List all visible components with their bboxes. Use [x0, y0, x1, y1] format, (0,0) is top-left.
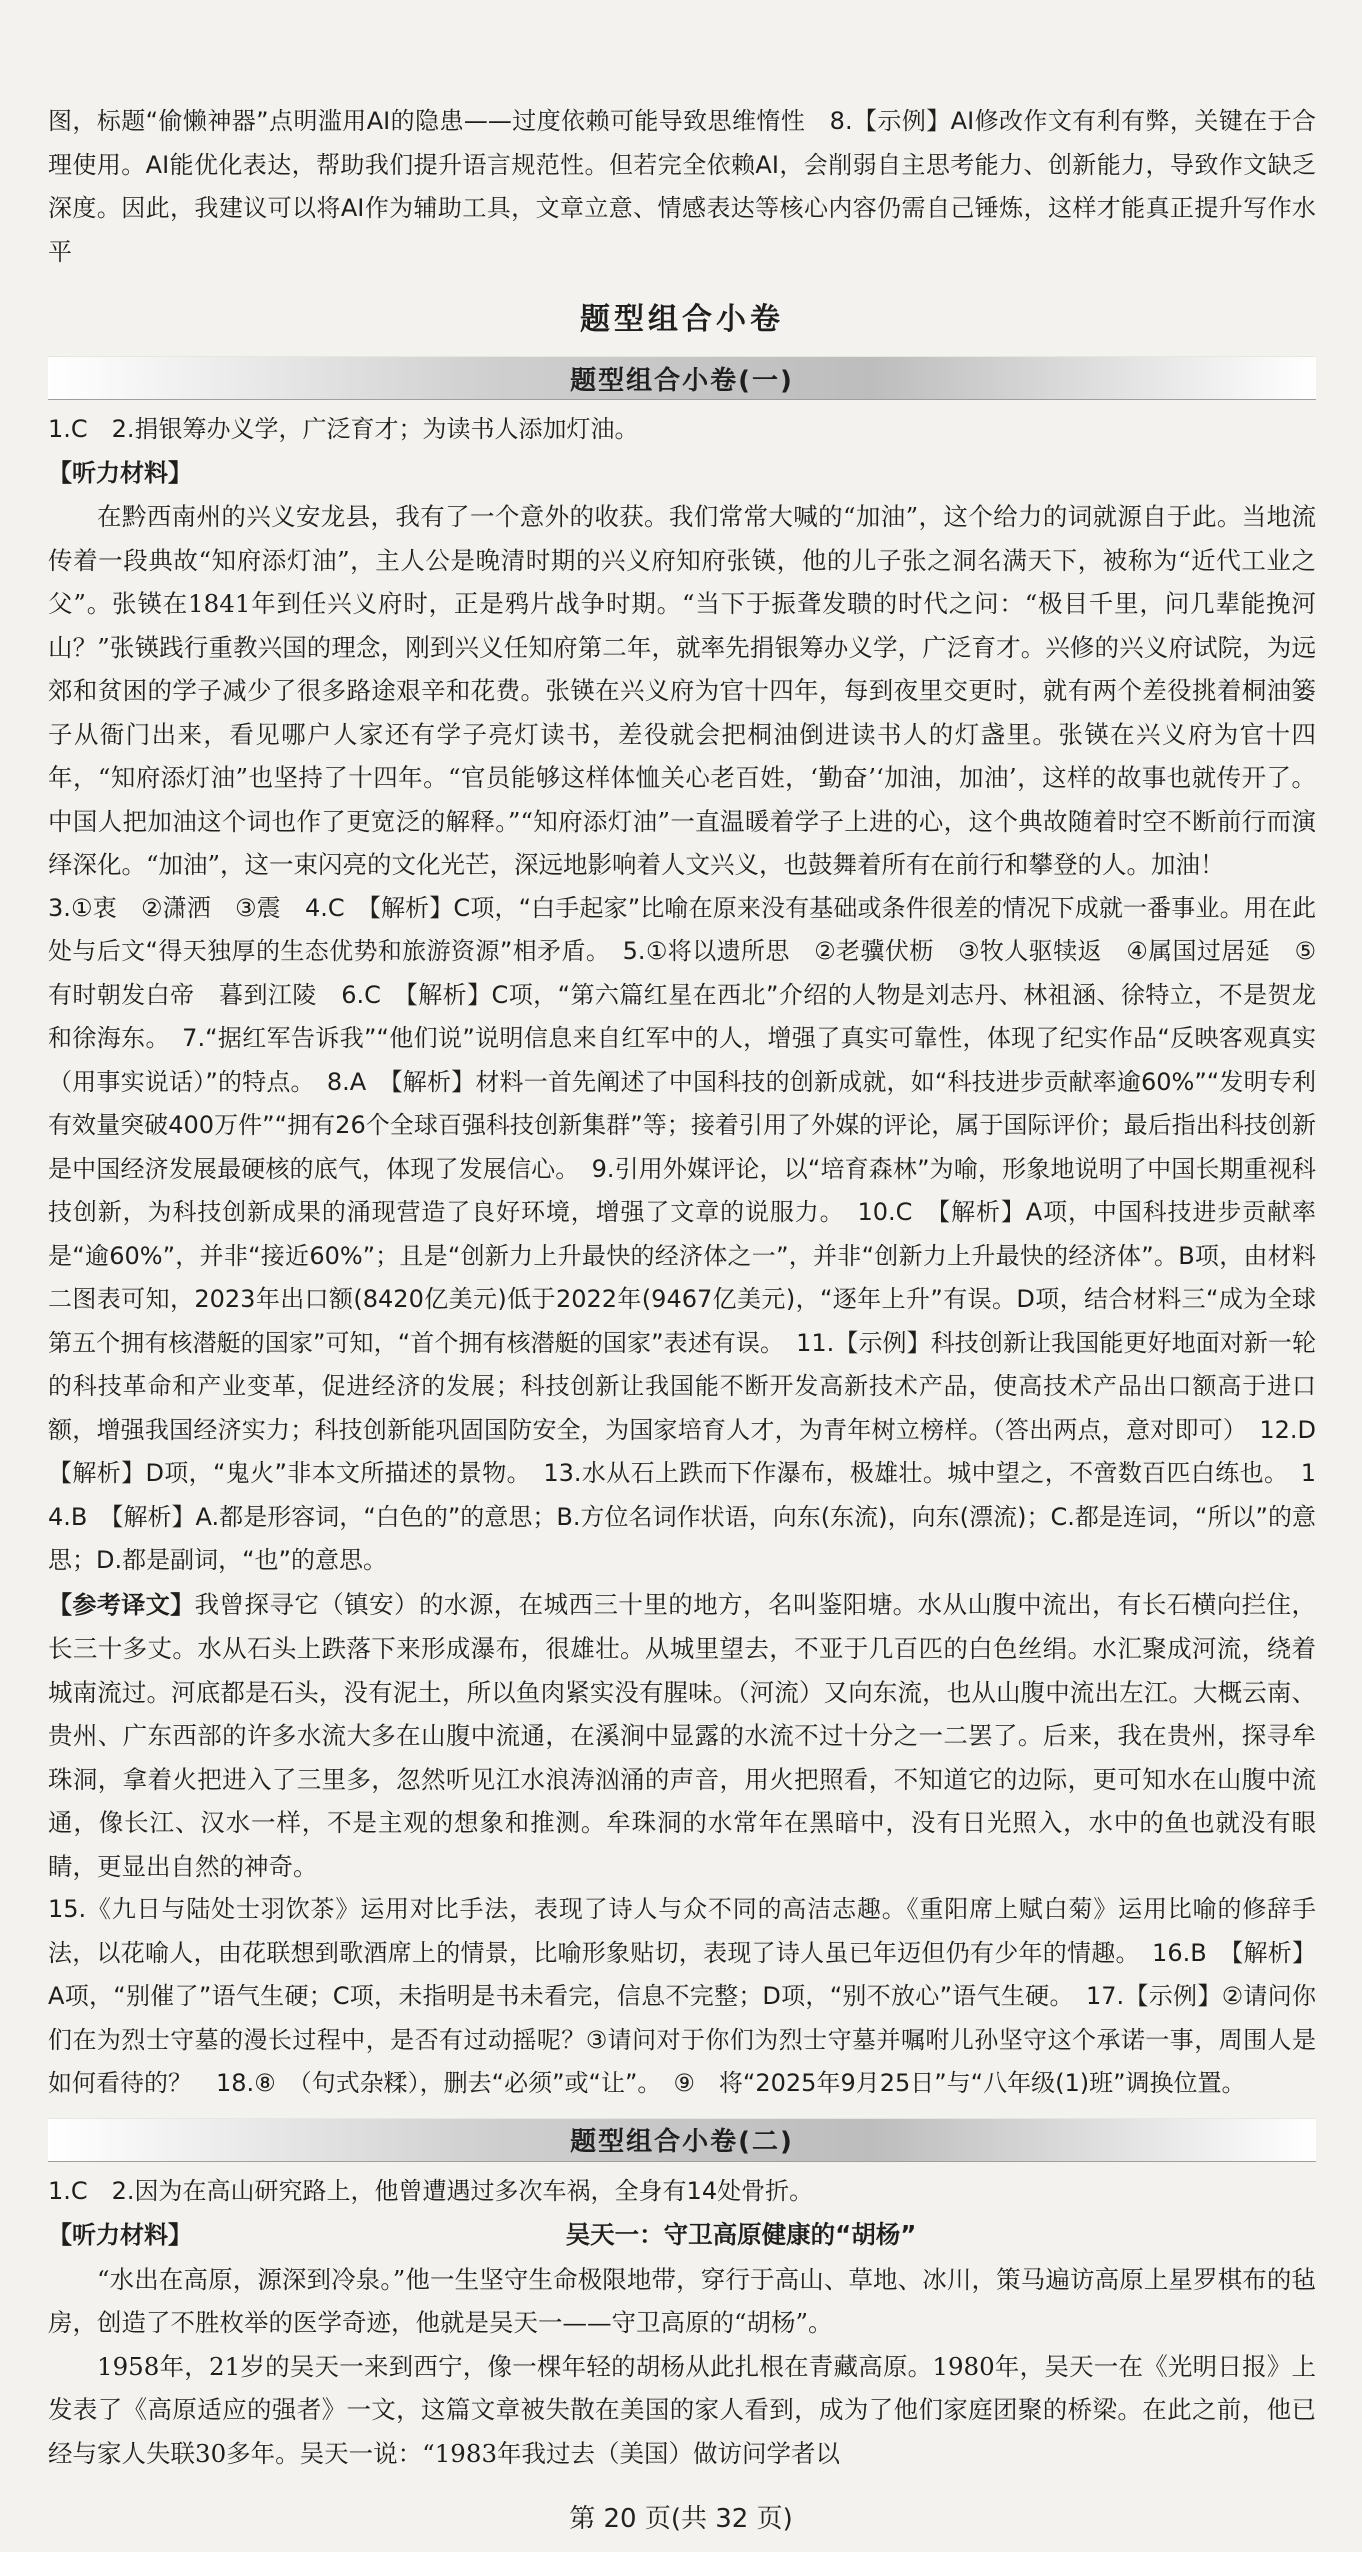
- intro-paragraph: 图，标题“偷懒神器”点明滥用AI的隐患——过度依赖可能导致思维惰性 8.【示例】AI修改作文有利有弊，关键在于合理使用。AI能优化表达，帮助我们提升语言规范性。但若完全依赖AI，会削弱自主思考能力、创新能力，导致作文缺乏深度。因此，我建议可以将AI作为辅助工具，文章立意、情感表达等核心内容仍需自己锤炼，这样才能真正提升写作水平: [48, 107, 1316, 266]
- quiz-1-listening-text: 在黔西南州的兴义安龙县，我有了一个意外的收获。我们常常大喊的“加油”，这个给力的词就源自于此。当地流传着一段典故“知府添灯油”，主人公是晚清时期的兴义府知府张锳，他的儿子张之洞名满天下，被称为“近代工业之父”。张锳在1841年到任兴义府时，正是鸦片战争时期。“当下于振聋发聩的时代之问：“极目千里，问几辈能挽河山？”张锳践行重教兴国的理念，刚到兴义任知府第二年，就率先捐银筹办义学，广泛育才。兴修的兴义府试院，为远郊和贫困的学子减少了很多路途艰辛和花费。张锳在兴义府为官十四年，每到夜里交更时，就有两个差役挑着桐油篓子从衙门出来，看见哪户人家还有学子亮灯读书，差役就会把桐油倒进读书人的灯盏里。张锳在兴义府为官十四年，“知府添灯油”也坚持了十四年。“官员能够这样体恤关心老百姓，‘勤奋’‘加油，加油’，这样的故事也就传开了。中国人把加油这个词也作了更宽泛的解释。”“知府添灯油”一直温暖着学子上进的心，这个典故随着时空不断前行而演绎深化。“加油”，这一束闪亮的文化光芒，深远地影响着人文兴义，也鼓舞着所有在前行和攀登的人。加油！: [48, 502, 1316, 879]
- section-title: 题型组合小卷: [580, 302, 784, 337]
- quiz-1-translation-tag: 【参考译文】: [48, 1590, 195, 1619]
- quiz-2-heading-bar: [48, 2118, 1316, 2162]
- quiz-2-paragraph-1: “水出在高原，源深到冷泉。”他一生坚守生命极限地带，穿行于高山、草地、冰川，策马遍访高原上星罗棋布的毡房，创造了不胜枚举的医学奇迹，他就是吴天一——守卫高原的“胡杨”。: [48, 2264, 1316, 2337]
- answer-page: [48, 100, 1340, 2475]
- quiz-1-translation: [48, 1583, 1316, 1889]
- quiz-2-paragraph-2: 1958年，21岁的吴天一来到西宁，像一棵年轻的胡杨从此扎根在青藏高原。1980年，吴天一在《光明日报》上发表了《高原适应的强者》一文，这篇文章被失散在美国的家人看到，成为了他们家庭团聚的桥梁。在此之前，他已经与家人失联30多年。吴天一说：“1983年我过去（美国）做访问学者以: [48, 2351, 1316, 2468]
- quiz-1-translation-text: 我曾探寻它（镇安）的水源，在城西三十里的地方，名叫鉴阳塘。水从山腹中流出，有长石横向拦住，长三十多丈。水从石头上跌落下来形成瀑布，很雄壮。从城里望去，不亚于几百匹的白色丝绢。水汇聚成河流，绕着城南流过。河底都是石头，没有泥土，所以鱼肉紧实没有腥味。（河流）又向东流，也从山腹中流出左江。大概云南、贵州、广东西部的许多水流大多在山腹中流通，在溪涧中显露的水流不过十分之一二罢了。后来，我在贵州，探寻牟珠洞，拿着火把进入了三里多，忽然听见江水浪涛汹涌的声音，用火把照看，不知道它的边际，更可知水在山腹中流通，像长江、汉水一样，不是主观的想象和推测。牟珠洞的水常年在黑暗中，没有日光照入，水中的鱼也就没有眼睛，更显出自然的神奇。: [48, 1589, 1317, 1881]
- page-footer: 第 20 页(共 32 页): [569, 2504, 793, 2534]
- quiz-1-answers: 3.①衷 ②潇洒 ③震 4.C 【解析】C项，“白手起家”比喻在原来没有基础或条件很差的情况下成就一番事业。用在此处与后文“得天独厚的生态优势和旅游资源”相矛盾。 5.①将以遗所思 ②老骥伏枥 ③牧人驱犊返 ④属国过居延 ⑤有时朝发白帝 暮到江陵 6.C 【解析】C项，“第六篇红星在西北”介绍的人物是刘志丹、林祖涵、徐特立，不是贺龙和徐海东。 7.“据红军告诉我”“他们说”说明信息来自红军中的人，增强了真实可靠性，体现了纪实作品“反映客观真实（用事实说话）”的特点。 8.A 【解析】材料一首先阐述了中国科技的创新成就，如“科技进步贡献率逾60%”“发明专利有效量突破400万件”“拥有26个全球百强科技创新集群”等；接着引用了外媒的评论，属于国际评价；最后指出科技创新是中国经济发展最硬核的底气，体现了发展信心。 9.引用外媒评论，以“培育森林”为喻，形象地说明了中国长期重视科技创新，为科技创新成果的涌现营造了良好环境，增强了文章的说服力。 10.C 【解析】A项，中国科技进步贡献率是“逾60%”，并非“接近60%”；且是“创新力上升最快的经济体之一”，并非“创新力上升最快的经济体”。B项，由材料二图表可知，2023年出口额(8420亿美元)低于2022年(9467亿美元)，“逐年上升”有误。D项，结合材料三“成为全球第五个拥有核潜艇的国家”可知，“首个拥有核潜艇的国家”表述有误。 11.【示例】科技创新让我国能更好地面对新一轮的科技革命和产业变革，促进经济的发展；科技创新让我国能不断开发高新技术产品，使高技术产品出口额高于进口额，增强我国经济实力；科技创新能巩固国防安全，为国家培育人才，为青年树立榜样。（答出两点，意对即可） 12.D 【解析】D项，“鬼火”非本文所描述的景物。 13.水从石上跌而下作瀑布，极雄壮。城中望之，不啻数百匹白练也。 14.B 【解析】A.都是形容词，“白色的”的意思；B.方位名词作状语，向东(东流)，向东(漂流)；C.都是连词，“所以”的意思；D.都是副词，“也”的意思。: [48, 893, 1340, 1574]
- quiz-1-tail-answers: 15.《九日与陆处士羽饮茶》运用对比手法，表现了诗人与众不同的高洁志趣。《重阳席上赋白菊》运用比喻的修辞手法，以花喻人，由花联想到歌酒席上的情景，比喻形象贴切，表现了诗人虽已年迈但仍有少年的情趣。 16.B 【解析】A项，“别催了”语气生硬；C项，未指明是书未看完，信息不完整；D项，“别不放心”语气生硬。 17.【示例】②请问你们在为烈士守墓的漫长过程中，是否有过动摇呢？③请问对于你们为烈士守墓并嘱咐儿孙坚守这个承诺一事，周围人是如何看待的？ 18.⑧ （句式杂糅），删去“必须”或“让”。 ⑨ 将“2025年9月25日”与“八年级(1)班”调换位置。: [48, 1895, 1316, 2097]
- quiz-1-heading-bar: [48, 356, 1316, 400]
- quiz-2-heading: 题型组合小卷(二): [570, 2127, 794, 2157]
- quiz-1-answer-1-2: 1.C 2.捐银筹办义学，广泛育才；为读书人添加灯油。: [48, 415, 639, 443]
- quiz-2-listening-header: [48, 2213, 1316, 2258]
- quiz-2-answer-1-2: 1.C 2.因为在高山研究路上，他曾遭遇过多次车祸，全身有14处骨折。: [48, 2176, 814, 2205]
- quiz-2-listening-tag: 【听力材料】: [48, 2221, 192, 2249]
- quiz-1-listening-tag: 【听力材料】: [48, 458, 192, 487]
- quiz-1-heading: 题型组合小卷(一): [570, 365, 794, 396]
- quiz-2-listening-title: 吴天一：守卫高原健康的“胡杨”: [565, 2220, 917, 2249]
